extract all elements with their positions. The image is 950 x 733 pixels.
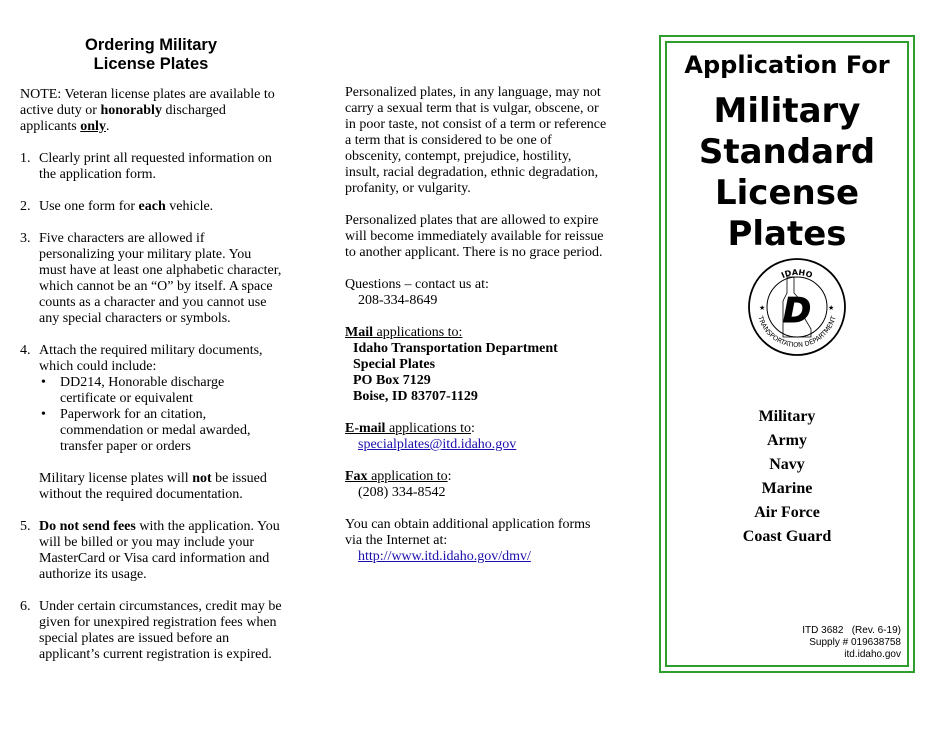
branch-item: Navy [769,456,805,473]
branch-item: Coast Guard [742,528,832,545]
fax-number: (208) 334-8542 [358,485,446,500]
branch-item: Air Force [754,504,820,521]
form-number: ITD 3682 (Rev. 6-19) [802,625,901,636]
footer-website: itd.idaho.gov [844,649,901,660]
section-title: Ordering Military License Plates [84,36,218,73]
form-footer [802,625,901,661]
instruction-4: 4. Attach the required military documents, which could include: • DD214, Honorable discharge certificate or equivalent • Paperwork for an citation, commendation or medal awarded, transfer paper or orders Military license plates will not be issued without the required documentation. [20,343,282,503]
document-list [39,375,282,455]
instruction-3: 3. Five characters are allowed if personalizing your military plate. You must have at least one alphabetic character, which cannot be an “O” by itself. A space counts as a character and you cannot use any special characters or symbols. [20,231,282,326]
mail-label: Mail applications to: [345,325,463,340]
veteran-note: NOTE: Veteran license plates are available to active duty or honorably discharged applicants only. [20,87,275,134]
dmv-website-link[interactable]: http://www.itd.idaho.gov/dmv/ [358,549,531,564]
branch-item: Military [758,408,816,425]
cover-inner-border [665,41,909,667]
itd-seal-logo [747,257,847,357]
fax-label: Fax application to: [345,469,452,484]
email-link[interactable]: specialplates@itd.idaho.gov [358,437,517,452]
mailing-address: Idaho Transportation Department Special Plates PO Box 7129 Boise, ID 83707-1129 [353,341,558,404]
content-restrictions: Personalized plates, in any language, may not carry a sexual term that is vulgar, obscene, or in poor taste, not consist of a term or reference a term that is considered to be one of obscenity, contempt, prejudice, hostility, insult, racial degradation, ethnic degradation, profanity, or vulgarity. [345,85,607,196]
instruction-5: 5. Do not send fees with the application. You will be billed or you may include your MasterCard or Visa card information and authorize its usage. [20,519,280,582]
seal-bottom-text: TRANSPORTATION DEPARTMENT [756,315,838,350]
left-column [20,36,282,679]
questions-label: Questions – contact us at: [345,277,489,292]
cover-heading: Application For [684,51,890,79]
instruction-1: 1. Clearly print all requested information on the application form. [20,151,272,182]
branch-item: Marine [761,480,813,497]
questions-phone: 208-334-8649 [358,293,438,308]
branch-item: Army [767,432,807,449]
instruction-list [20,151,282,663]
seal-top-text: IDAHO [780,267,814,281]
documentation-warning: Military license plates will not be issued without the required documentation. [39,471,267,502]
service-branch-list [667,405,907,549]
cover-panel [659,35,915,673]
instruction-2: 2. Use one form for each vehicle. [20,199,214,214]
seal-d-letter: D [782,291,812,331]
cover-title: Military Standard License Plates [698,91,876,254]
expiration-notice: Personalized plates that are allowed to expire will become immediately available for reissue to another applicant. There is no grace period. [345,213,604,260]
supply-number: Supply # 019638758 [809,637,901,648]
email-label: E-mail applications to: [345,421,475,436]
seal-star-left: ★ [759,304,766,312]
seal-star-right: ★ [828,304,835,312]
middle-column [345,85,607,565]
document-item: • Paperwork for an citation, commendation or medal awarded, transfer paper or orders [39,407,282,455]
document-item: • DD214, Honorable discharge certificate or equivalent [39,375,282,407]
instruction-6: 6. Under certain circumstances, credit may be given for unexpired registration fees when special plates are issued before an applicant’s current registration is expired. [20,599,282,662]
internet-note: You can obtain additional application forms via the Internet at: [345,517,591,548]
